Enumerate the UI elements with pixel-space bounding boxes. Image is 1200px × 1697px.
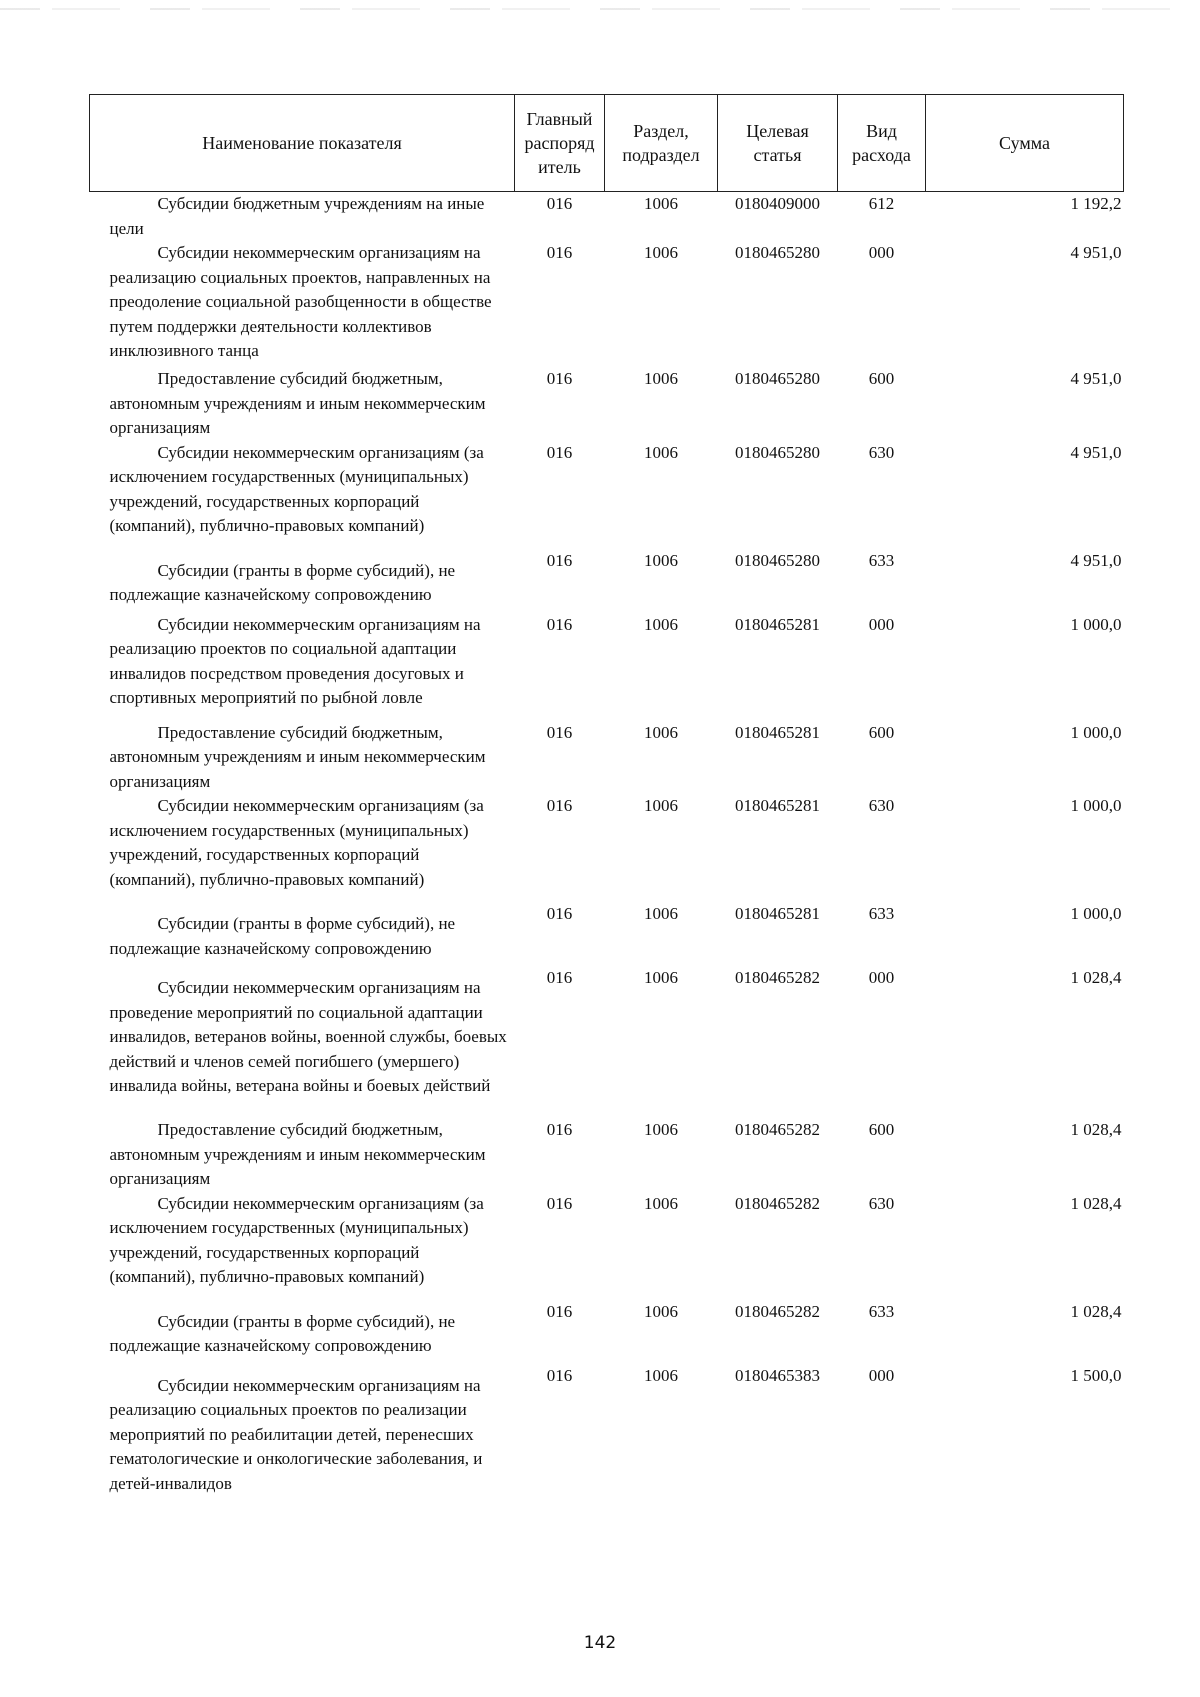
row-admin: 016 (546, 194, 573, 213)
page-number: 142 (583, 1633, 617, 1653)
row-sum: 4 951,0 (1070, 550, 1122, 570)
row-target: 0180465383 (735, 1365, 820, 1385)
row-admin: 016 (546, 1365, 573, 1385)
row-sum: 1 192,2 (1070, 194, 1122, 213)
row-target: 0180465282 (735, 1120, 820, 1139)
row-expense-type: 633 (868, 904, 895, 923)
table-row (90, 1192, 1124, 1300)
row-name: Субсидии бюджетным учреждениям на иные цели (109, 194, 485, 238)
row-target: 0180465281 (735, 722, 820, 742)
row-target: 0180409000 (735, 194, 820, 213)
row-admin: 016 (546, 243, 573, 262)
row-name: Субсидии некоммерческим организациям на проведение мероприятий по социальной адаптации инвалидов, ветеранов войны, военной службы, боевых действий и членов семей погибшего (умершего) инвалида войны, ветерана войны и боевых действий (109, 978, 507, 1095)
row-name: Предоставление субсидий бюджетным, автономным учреждениям и иным некоммерческим организациям (109, 1120, 486, 1188)
header-name: Наименование показателя (90, 95, 515, 192)
table-row (90, 966, 1124, 1118)
row-admin: 016 (546, 442, 573, 462)
row-name: Субсидии некоммерческим организациям на реализацию социальных проектов по реализации мероприятий по реабилитации детей, перенесших гематологические и онкологические заболевания, и детей-инвалидов (109, 1375, 483, 1493)
row-admin: 016 (546, 1301, 573, 1321)
row-sum: 4 951,0 (1070, 442, 1122, 462)
row-name: Субсидии (гранты в форме субсидий), не подлежащие казначейскому сопровождению (109, 1311, 456, 1355)
row-target: 0180465280 (735, 550, 820, 570)
table-row (90, 721, 1124, 795)
row-sum: 1 000,0 (1070, 796, 1122, 815)
header-admin: Главный распоряд итель (515, 95, 605, 192)
row-expense-type: 000 (868, 1365, 895, 1385)
row-section: 1006 (644, 1193, 678, 1213)
table-row (90, 1364, 1124, 1504)
row-expense-type: 633 (868, 550, 895, 570)
table-row (90, 902, 1124, 966)
table-row (90, 549, 1124, 613)
row-target: 0180465281 (735, 904, 820, 923)
row-expense-type: 633 (868, 1301, 895, 1321)
row-section: 1006 (644, 904, 678, 923)
row-name: Субсидии (гранты в форме субсидий), не подлежащие казначейскому сопровождению (109, 914, 456, 958)
row-admin: 016 (546, 1193, 573, 1213)
table-body (90, 192, 1124, 1504)
row-section: 1006 (644, 968, 678, 987)
row-sum: 1 000,0 (1070, 614, 1122, 634)
row-name: Субсидии некоммерческим организациям (за исключением государственных (муниципальных) учреждений, государственных корпораций (компаний), публично-правовых компаний) (109, 442, 484, 535)
row-admin: 016 (546, 1120, 573, 1139)
table-row (90, 441, 1124, 549)
row-admin: 016 (546, 369, 573, 388)
row-expense-type: 600 (868, 722, 895, 742)
row-name: Субсидии некоммерческим организациям (за исключением государственных (муниципальных) учреждений, государственных корпораций (компаний), публично-правовых компаний) (109, 796, 484, 889)
scan-edge-artifact (0, 8, 1200, 10)
row-admin: 016 (546, 968, 573, 987)
row-section: 1006 (644, 194, 678, 213)
table-header (90, 95, 1124, 192)
row-target: 0180465282 (735, 1193, 820, 1213)
row-expense-type: 000 (868, 614, 895, 634)
row-sum: 1 028,4 (1070, 1193, 1122, 1213)
row-sum: 1 000,0 (1070, 904, 1122, 923)
row-sum: 1 028,4 (1070, 1301, 1122, 1321)
row-section: 1006 (644, 614, 678, 634)
row-section: 1006 (644, 1301, 678, 1321)
row-expense-type: 000 (868, 968, 895, 987)
table-row (90, 192, 1124, 242)
row-target: 0180465281 (735, 796, 820, 815)
row-admin: 016 (546, 614, 573, 634)
header-sum: Сумма (926, 95, 1124, 192)
row-sum: 4 951,0 (1070, 369, 1122, 388)
row-expense-type: 630 (868, 442, 895, 462)
row-sum: 1 500,0 (1070, 1365, 1122, 1385)
table-row (90, 1118, 1124, 1192)
row-section: 1006 (644, 550, 678, 570)
row-section: 1006 (644, 369, 678, 388)
row-name: Субсидии (гранты в форме субсидий), не подлежащие казначейскому сопровождению (109, 560, 456, 604)
row-section: 1006 (644, 1120, 678, 1139)
row-section: 1006 (644, 243, 678, 262)
row-target: 0180465281 (735, 614, 820, 634)
row-expense-type: 600 (868, 1120, 895, 1139)
row-section: 1006 (644, 442, 678, 462)
row-admin: 016 (546, 550, 573, 570)
row-sum: 1 028,4 (1070, 1120, 1122, 1139)
row-target: 0180465280 (735, 442, 820, 462)
row-expense-type: 612 (868, 194, 895, 213)
budget-table (89, 94, 1124, 1504)
table-row (90, 1300, 1124, 1364)
row-sum: 1 028,4 (1070, 968, 1122, 987)
row-section: 1006 (644, 796, 678, 815)
table-row (90, 367, 1124, 441)
row-name: Субсидии некоммерческим организациям на реализацию социальных проектов, направленных на преодоление социальной разобщенности в обществе путем поддержки деятельности коллективов инклюзивного танца (109, 243, 492, 360)
row-target: 0180465282 (735, 1301, 820, 1321)
row-sum: 4 951,0 (1070, 243, 1122, 262)
row-expense-type: 600 (868, 369, 895, 388)
table-row (90, 241, 1124, 367)
row-name: Предоставление субсидий бюджетным, автономным учреждениям и иным некоммерческим организациям (109, 369, 486, 437)
row-target: 0180465280 (735, 243, 820, 262)
row-name: Субсидии некоммерческим организациям на реализацию проектов по социальной адаптации инвалидов посредством проведения досуговых и спортивных мероприятий по рыбной ловле (109, 614, 481, 707)
table-row (90, 794, 1124, 902)
row-expense-type: 630 (868, 1193, 895, 1213)
row-expense-type: 630 (868, 796, 895, 815)
header-target: Целевая статья (718, 95, 838, 192)
header-section: Раздел, подраздел (605, 95, 718, 192)
row-name: Предоставление субсидий бюджетным, автономным учреждениям и иным некоммерческим организациям (109, 722, 486, 791)
row-sum: 1 000,0 (1070, 722, 1122, 742)
row-name: Субсидии некоммерческим организациям (за исключением государственных (муниципальных) учреждений, государственных корпораций (компаний), публично-правовых компаний) (109, 1193, 484, 1286)
row-expense-type: 000 (868, 243, 895, 262)
row-target: 0180465282 (735, 968, 820, 987)
row-section: 1006 (644, 722, 678, 742)
row-admin: 016 (546, 796, 573, 815)
row-admin: 016 (546, 722, 573, 742)
table-row (90, 613, 1124, 721)
row-section: 1006 (644, 1365, 678, 1385)
row-admin: 016 (546, 904, 573, 923)
row-target: 0180465280 (735, 369, 820, 388)
header-expense-type: Вид расхода (838, 95, 926, 192)
